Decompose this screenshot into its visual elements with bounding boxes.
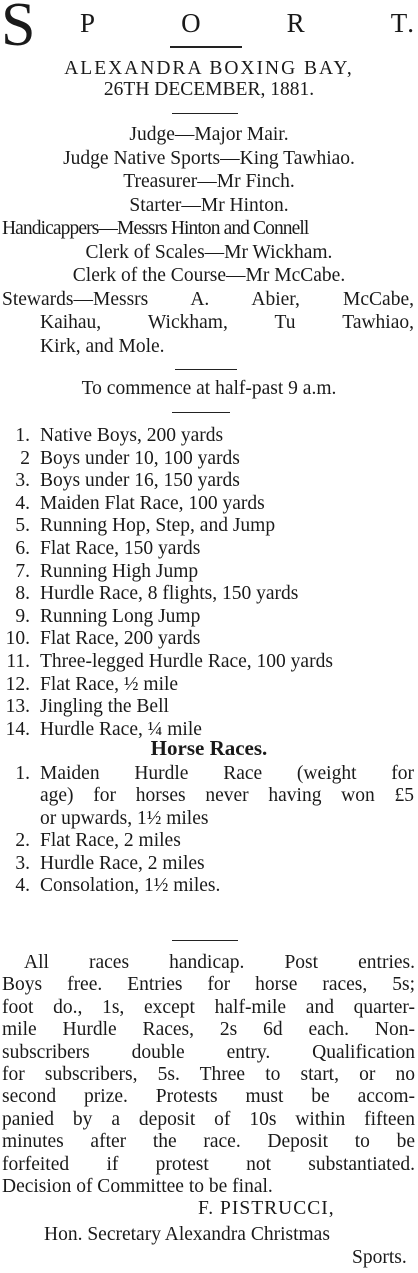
sport-number: 4. (15, 492, 30, 514)
sport-number: 13. (5, 696, 30, 718)
conditions-line: second prize. Protests must be accom- (2, 1086, 415, 1108)
sport-number: 6. (15, 538, 30, 559)
sport-number: 10. (5, 628, 30, 650)
heading-rule (170, 46, 242, 48)
conditions-line: for subscribers, 5s. Three to start, or no (2, 1064, 415, 1085)
heading-letter: R (286, 8, 307, 38)
sport-number: 7. (15, 560, 30, 582)
official-treasurer: Treasurer—Mr Finch. (123, 171, 295, 192)
heading-initial: S (1, 0, 36, 59)
horse-race-number: 2. (15, 830, 30, 852)
sport-number: 8. (15, 583, 30, 605)
horse-race-number: 4. (15, 875, 30, 896)
heading-letter: T. (390, 8, 416, 38)
stewards-line: Kirk, and Mole. (40, 336, 165, 357)
conditions-line: minutes after the race. Deposit to be (2, 1131, 415, 1153)
horse-races-heading: Horse Races. (150, 736, 268, 760)
official-clerk-course: Clerk of the Course—Mr McCabe. (72, 265, 346, 286)
official-clerk-scales: Clerk of Scales—Mr Wickham. (85, 242, 333, 263)
sport-number: 5. (15, 515, 30, 537)
sport-number: 2 (20, 447, 30, 469)
sport-number: 14. (5, 718, 30, 740)
conditions-line: Boys free. Entries for horse races, 5s; (2, 974, 415, 996)
divider (175, 369, 237, 370)
sport-number: 11. (6, 651, 30, 672)
sport-number: 3. (15, 470, 30, 492)
horse-race-text: or upwards, 1½ miles (40, 807, 209, 829)
horse-race-number: 3. (15, 852, 30, 874)
sport-name: Flat Race, 150 yards (40, 538, 201, 559)
stewards-line: Stewards—Messrs A. Abier, McCabe, (2, 289, 414, 310)
conditions-line: All races handicap. Post entries. (24, 952, 415, 973)
sport-number: 9. (15, 605, 30, 627)
sport-number: 12. (5, 673, 30, 695)
conditions-line: forfeited if protest not substantiated. (2, 1153, 415, 1175)
horse-race-number: 1. (15, 763, 30, 784)
conditions-line: subscribers double entry. Qualification (2, 1041, 415, 1063)
divider (172, 940, 238, 941)
official-judge: Judge—Major Mair. (129, 124, 289, 145)
conditions-line: panied by a deposit of 10s within fifteen (2, 1108, 415, 1130)
commence-time: To commence at half-past 9 a.m. (81, 378, 337, 399)
signatory-title: Hon. Secretary Alexandra Christmas (44, 1224, 330, 1245)
divider (172, 113, 238, 114)
conditions-line: mile Hurdle Races, 2s 6d each. Non- (2, 1019, 415, 1041)
official-handicappers: Handicappers—Messrs Hinton and Connell (2, 218, 309, 239)
heading-letter: P (80, 8, 98, 38)
sport-name: Running High Jump (40, 560, 199, 582)
sport-name: Three-legged Hurdle Race, 100 yards (40, 651, 333, 672)
horse-race-text: Hurdle Race, 2 miles (40, 852, 205, 874)
sport-name: Flat Race, 200 yards (40, 628, 201, 650)
official-starter: Starter—Mr Hinton. (129, 195, 289, 216)
official-judge-native: Judge Native Sports—King Tawhiao. (63, 148, 355, 169)
event-date: 26TH DECEMBER, 1881. (103, 79, 315, 100)
signatory-name: F. PISTRUCCI, (198, 1198, 335, 1219)
sport-name: Flat Race, ½ mile (40, 673, 179, 695)
sport-name: Boys under 16, 150 yards (40, 470, 240, 492)
sport-name: Hurdle Race, ¼ mile (40, 718, 202, 740)
sport-name: Boys under 10, 100 yards (40, 447, 240, 469)
stewards-line: Kaihau, Wickham, Tu Tawhiao, (40, 312, 414, 333)
sport-name: Hurdle Race, 8 flights, 150 yards (40, 583, 299, 605)
event-title: ALEXANDRA BOXING BAY, (64, 58, 354, 79)
conditions-line: Decision of Committee to be final. (2, 1176, 273, 1197)
heading-letters (80, 8, 416, 39)
signatory-title-end: Sports. (352, 1247, 407, 1268)
sport-name: Jingling the Bell (40, 696, 169, 718)
horse-race-text: age) for horses never having won £5 (40, 785, 414, 807)
horse-race-text: Consolation, 1½ miles. (40, 875, 221, 896)
sport-name: Running Hop, Step, and Jump (40, 515, 276, 537)
sport-name: Native Boys, 200 yards (40, 425, 224, 446)
conditions-line: foot do., 1s, except half-mile and quarter- (2, 996, 415, 1018)
sport-name: Maiden Flat Race, 100 yards (40, 492, 265, 514)
horse-race-text: Maiden Hurdle Race (weight for (40, 763, 414, 784)
divider (172, 412, 230, 413)
horse-race-text: Flat Race, 2 miles (40, 830, 181, 852)
heading-letter: O (181, 8, 203, 38)
sport-number: 1. (15, 425, 30, 446)
sport-name: Running Long Jump (40, 605, 201, 627)
